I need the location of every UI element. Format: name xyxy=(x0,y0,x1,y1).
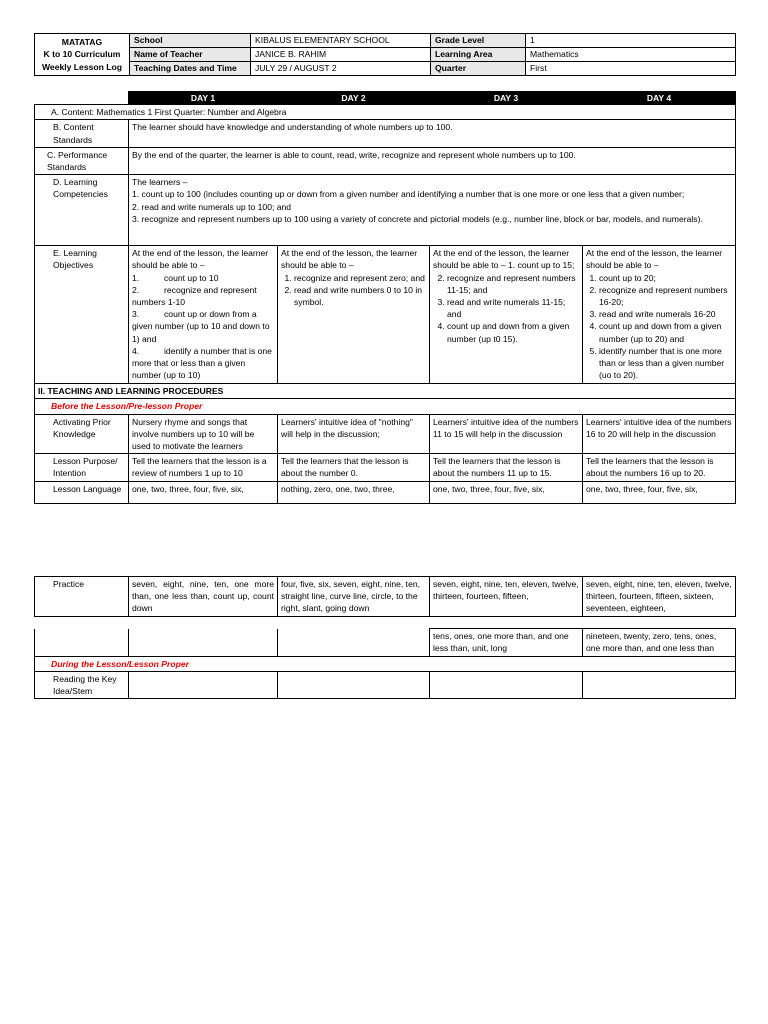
objective-item: 4. count up and down from a given number (up t0 15). xyxy=(447,320,579,344)
grade-value: 1 xyxy=(526,34,736,48)
during-lesson-heading: During the Lesson/Lesson Proper xyxy=(35,656,736,671)
content-standards: The learner should have knowledge and understanding of whole numbers up to 100. xyxy=(129,120,736,147)
activating-day1: Nursery rhyme and songs that involve numbers up to 10 will be used to motivate the learners xyxy=(129,414,278,454)
dates-label: Teaching Dates and Time xyxy=(130,62,251,76)
log-title xyxy=(35,34,130,76)
language-day4: one, two, three, four, five, six, xyxy=(583,481,736,503)
purpose-day2: Tell the learners that the lesson is about the number 0. xyxy=(278,454,430,481)
objective-item xyxy=(132,308,274,345)
title-line-1: MATATAG xyxy=(61,36,103,47)
objective-number: 3. xyxy=(132,309,140,320)
cont-label xyxy=(35,629,129,657)
objectives-intro: At the end of the lesson, the learner should be able to – xyxy=(586,248,723,271)
practice-day3: seven, eight, nine, ten, eleven, twelve, thirteen, fourteen, fifteen, xyxy=(430,577,583,617)
objective-item: 3. read and write numerals 16-20 xyxy=(599,308,732,320)
header-table xyxy=(34,33,736,76)
practice-day4: seven, eight, nine, ten, eleven, twelve, thirteen, fourteen, fifteen, sixteen, seventeen, eighteen, xyxy=(583,577,736,617)
objective-item xyxy=(132,345,274,382)
objective-item: 1. count up to 20; xyxy=(599,272,732,284)
purpose-day4: Tell the learners that the lesson is about the numbers 16 up to 20. xyxy=(583,454,736,481)
day-header-1: DAY 1 xyxy=(129,92,278,105)
purpose-day3: Tell the learners that the lesson is about the numbers 11 up to 15. xyxy=(430,454,583,481)
objective-item: 2. read and write numbers 0 to 10 in symbol. xyxy=(294,284,426,308)
practice-day2: four, five, six, seven, eight, nine, ten, straight line, curve line, circle, to the right, slant, going down xyxy=(278,577,430,617)
day-header-3: DAY 3 xyxy=(430,92,583,105)
cont-day1 xyxy=(129,629,278,657)
procedures-heading: II. TEACHING AND LEARNING PROCEDURES xyxy=(35,384,736,399)
objective-item: 1. recognize and represent zero; and xyxy=(294,272,426,284)
language-day1: one, two, three, four, five, six, xyxy=(129,481,278,503)
cont-day4: nineteen, twenty, zero, tens, ones, one more than, and one less than xyxy=(583,629,736,657)
objective-item: 2. recognize and represent numbers 11-15; and xyxy=(447,272,579,296)
purpose-label: Lesson Purpose/ Intention xyxy=(35,454,129,481)
practice-table xyxy=(34,576,736,617)
content-row: A. Content: Mathematics 1 First Quarter: Number and Algebra xyxy=(35,105,736,120)
practice-day1: seven, eight, nine, ten, one more than, one less than, count up, count down xyxy=(129,577,278,617)
objective-item: 2. recognize and represent numbers 16-20; xyxy=(599,284,732,308)
performance-standards-label: C. Performance Standards xyxy=(35,147,129,174)
activating-label: Activating Prior Knowledge xyxy=(35,414,129,454)
cont-day3: tens, ones, one more than, and one less than, unit, long xyxy=(430,629,583,657)
grade-label: Grade Level xyxy=(431,34,526,48)
school-value: KIBALUS ELEMENTARY SCHOOL xyxy=(251,34,431,48)
objective-text: recognize and represent numbers 1-10 xyxy=(132,284,257,308)
objective-text: count up to 10 xyxy=(164,272,219,283)
lesson-proper-table xyxy=(34,628,736,699)
key-idea-day4 xyxy=(583,671,736,698)
objective-number: 1. xyxy=(132,272,140,283)
language-label: Lesson Language xyxy=(35,481,129,503)
objective-text: identify a number that is one more that or less than a given number (up to 10) xyxy=(132,345,272,381)
practice-label: Practice xyxy=(35,577,129,617)
activating-day4: Learners' intuitive idea of the numbers 16 to 20 will help in the discussion xyxy=(583,414,736,454)
activating-day3: Learners' intuitive idea of the numbers 11 to 15 will help in the discussion xyxy=(430,414,583,454)
lesson-log-table xyxy=(34,91,736,504)
language-day3: one, two, three, four, five, six, xyxy=(430,481,583,503)
objective-text: count up or down from a given number (up to 10 and down to 1) and xyxy=(132,309,270,344)
competencies-cell xyxy=(129,175,736,246)
day-header-2: DAY 2 xyxy=(278,92,430,105)
objective-item xyxy=(132,284,274,308)
dates-value: JULY 29 / AUGUST 2 xyxy=(251,62,431,76)
objectives-day1 xyxy=(129,246,278,384)
purpose-day1: Tell the learners that the lesson is a review of numbers 1 up to 10 xyxy=(129,454,278,481)
objectives-day4 xyxy=(583,246,736,384)
competency-1: 1. count up to 100 (includes counting up or down from a given number and identifying a number that is one more or one less that a given number; xyxy=(132,189,685,200)
objectives-intro: At the end of the lesson, the learner should be able to – xyxy=(281,248,418,271)
teacher-label: Name of Teacher xyxy=(130,48,251,62)
performance-standards: By the end of the quarter, the learner is able to count, read, write, recognize and represent whole numbers up to 100. xyxy=(129,147,736,174)
competencies-label: D. Learning Competencies xyxy=(35,175,129,246)
quarter-value: First xyxy=(526,62,736,76)
key-idea-label: Reading the Key Idea/Stem xyxy=(35,671,129,698)
title-line-3: Weekly Lesson Log xyxy=(41,61,123,72)
competency-3: 3. recognize and represent numbers up to 100 using a variety of concrete and pictorial models (e.g., number line, block or bar, models, and numerals). xyxy=(132,213,703,224)
objectives-day2 xyxy=(278,246,430,384)
language-day2: nothing, zero, one, two, three, xyxy=(278,481,430,503)
title-line-2: K to 10 Curriculum xyxy=(43,49,121,60)
objectives-intro: At the end of the lesson, the learner should be able to – xyxy=(132,248,269,271)
area-value: Mathematics xyxy=(526,48,736,62)
objectives-day3 xyxy=(430,246,583,384)
objective-item xyxy=(132,272,274,284)
objective-item: 4. count up and down from a given number (up to 20) and xyxy=(599,320,732,344)
objectives-intro: At the end of the lesson, the learner should be able to – 1. count up to 15; xyxy=(433,248,575,271)
school-label: School xyxy=(130,34,251,48)
quarter-label: Quarter xyxy=(431,62,526,76)
key-idea-day1 xyxy=(129,671,278,698)
objective-number: 2. xyxy=(132,284,140,295)
area-label: Learning Area xyxy=(431,48,526,62)
content-standards-label: B. Content Standards xyxy=(35,120,129,147)
activating-day2: Learners' intuitive idea of "nothing" will help in the discussion; xyxy=(278,414,430,454)
corner-blank xyxy=(35,92,129,105)
key-idea-day3 xyxy=(430,671,583,698)
teacher-value: JANICE B. RAHIM xyxy=(251,48,431,62)
key-idea-day2 xyxy=(278,671,430,698)
competencies-intro: The learners – xyxy=(132,177,188,188)
cont-day2 xyxy=(278,629,430,657)
objective-item: 3. read and write numerals 11-15; and xyxy=(447,296,579,320)
before-lesson-heading: Before the Lesson/Pre-lesson Proper xyxy=(35,399,736,414)
objective-number: 4. xyxy=(132,345,140,356)
competency-2: 2. read and write numerals up to 100; and xyxy=(132,201,292,212)
objectives-label: E. Learning Objectives xyxy=(35,246,129,384)
day-header-4: DAY 4 xyxy=(583,92,736,105)
objective-item: 5. identify number that is one more than or less than a given number (uo to 20). xyxy=(599,345,732,382)
